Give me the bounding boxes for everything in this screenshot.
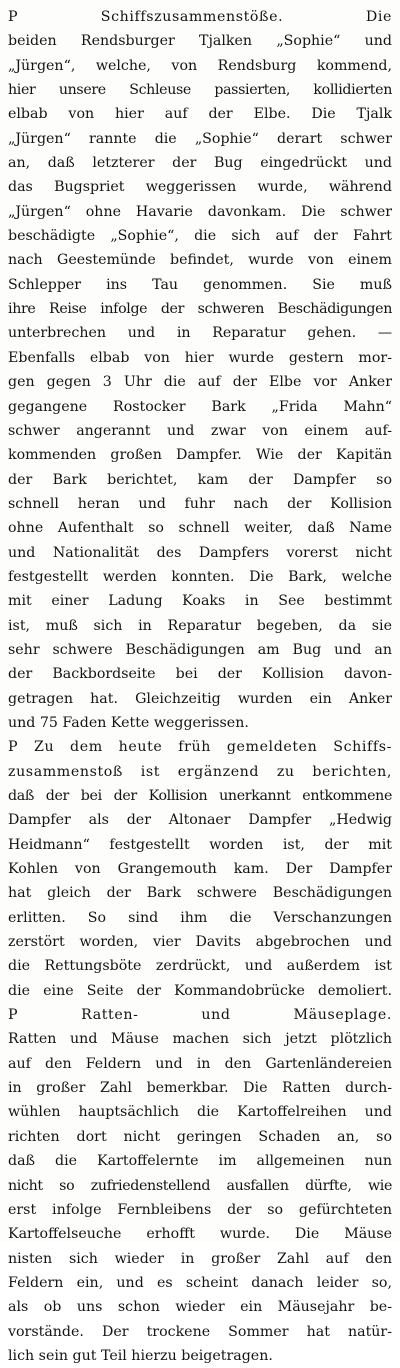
text-line: gegangene Rostocker Bark „Frida Mahn“ — [8, 398, 392, 415]
text-line: erlitten. So sind ihm die Verschanzungen — [8, 909, 392, 926]
text-line: in großer Zahl bemerkbar. Die Ratten durch- — [8, 1080, 392, 1097]
text-line: nicht so zufriedenstellend ausfallen dürfte, wie — [8, 1177, 392, 1194]
text-line: auf den Feldern und in den Gartenländereien — [8, 1055, 392, 1072]
text-line: hier unsere Schleuse passierten, kollidierten — [8, 82, 392, 99]
text-line: beiden Rendsburger Tjalken „Sophie“ und — [8, 33, 392, 50]
text-line: schwer angerannt und zwar von einem auf- — [8, 422, 392, 439]
text-line: ist, muß sich in Reparatur begeben, da sie — [8, 617, 392, 634]
text-line: daß der bei der Kollision unerkannt entkommene — [8, 788, 392, 804]
text-line: Kohlen von Grangemouth kam. Der Dampfer — [8, 861, 392, 878]
text-line: lich sein gut Teil hierzu beigetragen. — [8, 1347, 273, 1364]
text-line: nach Geestemünde befindet, wurde von einem — [8, 252, 392, 269]
text-line: getragen hat. Gleichzeitig wurden ein Anker — [8, 690, 392, 707]
text-line: Dampfer als der Altonaer Dampfer „Hedwig — [8, 812, 392, 829]
text-line: „Jürgen“, welche, von Rendsburg kommend, — [8, 57, 392, 74]
text-line: „Jürgen“ rannte die „Sophie“ derart schwer — [8, 130, 392, 147]
text-line: sehr schwere Beschädigungen am Bug und an — [8, 641, 392, 658]
text-line: zerstört worden, vier Davits abgebrochen und — [8, 934, 392, 951]
text-line: wühlen hauptsächlich die Kartoffelreihen und — [8, 1104, 392, 1121]
text-line: festgestellt werden konnten. Die Bark, welche — [8, 568, 392, 585]
text-line: gen gegen 3 Uhr die auf der Elbe vor Anker — [8, 374, 392, 391]
text-line: mit einer Ladung Koaks in See bestimmt — [8, 593, 392, 610]
text-line: und Nationalität des Dampfers vorerst nicht — [8, 544, 392, 561]
text-line: nisten sich wieder in großer Zahl auf den — [8, 1250, 392, 1267]
text-line: daß die Kartoffelernte im allgemeinen nun — [8, 1153, 392, 1170]
text-line: der Bark berichtet, kam der Dampfer so — [8, 471, 392, 488]
text-line: schnell heran und fuhr nach der Kollision — [8, 495, 392, 512]
text-line: als ob uns schon wieder ein Mäusejahr be- — [8, 1299, 392, 1316]
text-line: Heidmann“ festgestellt worden ist, der mit — [8, 836, 392, 853]
text-line: elbab von hier auf der Elbe. Die Tjalk — [8, 106, 392, 123]
article-ship-collisions — [8, 5, 392, 735]
text-line: das Bugspriet weggerissen wurde, während — [8, 179, 392, 196]
text-line: Kartoffelseuche erhofft wurde. Die Mäuse — [8, 1226, 392, 1243]
article-heading: P Ratten- und Mäuseplage. — [8, 1007, 392, 1024]
text-line: und 75 Faden Kette weggerissen. — [8, 714, 249, 731]
text-line: erst infolge Fernbleibens der so gefürchteten — [8, 1201, 392, 1218]
text-line: an, daß letzterer der Bug eingedrückt und — [8, 155, 392, 172]
text-line: kommenden großen Dampfer. Wie der Kapitän — [8, 447, 392, 464]
article-collision-followup — [8, 735, 392, 1003]
text-line: Ratten und Mäuse machen sich jetzt plötzlich — [8, 1031, 392, 1048]
article-heading: P Zu dem heute früh gemeldeten Schiffs- — [8, 739, 392, 756]
text-line: Schlepper ins Tau genommen. Sie muß — [8, 276, 392, 293]
text-line: „Jürgen“ ohne Havarie davonkam. Die schwer — [8, 203, 392, 220]
text-line: ihre Reise infolge der schweren Beschädigungen — [8, 301, 392, 318]
article-heading: P Schiffszusammenstöße. Die — [8, 9, 392, 25]
article-rat-mouse-plague — [8, 1003, 392, 1368]
text-line: der Backbordseite bei der Kollision davon- — [8, 666, 392, 683]
text-line: zusammenstoß ist ergänzend zu berichten, — [8, 763, 392, 780]
text-line: die Rettungsböte zerdrückt, und außerdem ist — [8, 958, 392, 975]
text-line: die eine Seite der Kommandobrücke demoliert. — [8, 982, 392, 999]
text-line: unterbrechen und in Reparatur gehen. — — [8, 325, 392, 342]
text-line: ohne Aufenthalt so schnell weiter, daß Name — [8, 520, 392, 537]
text-line: vorstände. Der trockene Sommer hat natür- — [8, 1323, 392, 1340]
text-line: richten dort nicht geringen Schaden an, so — [8, 1128, 392, 1145]
text-line: Feldern ein, und es scheint danach leider so, — [8, 1274, 392, 1291]
text-line: beschädigte „Sophie“, die sich auf der Fahrt — [8, 228, 392, 245]
text-line: hat gleich der Bark schwere Beschädigungen — [8, 885, 392, 902]
text-line: Ebenfalls elbab von hier wurde gestern mor- — [8, 349, 392, 366]
